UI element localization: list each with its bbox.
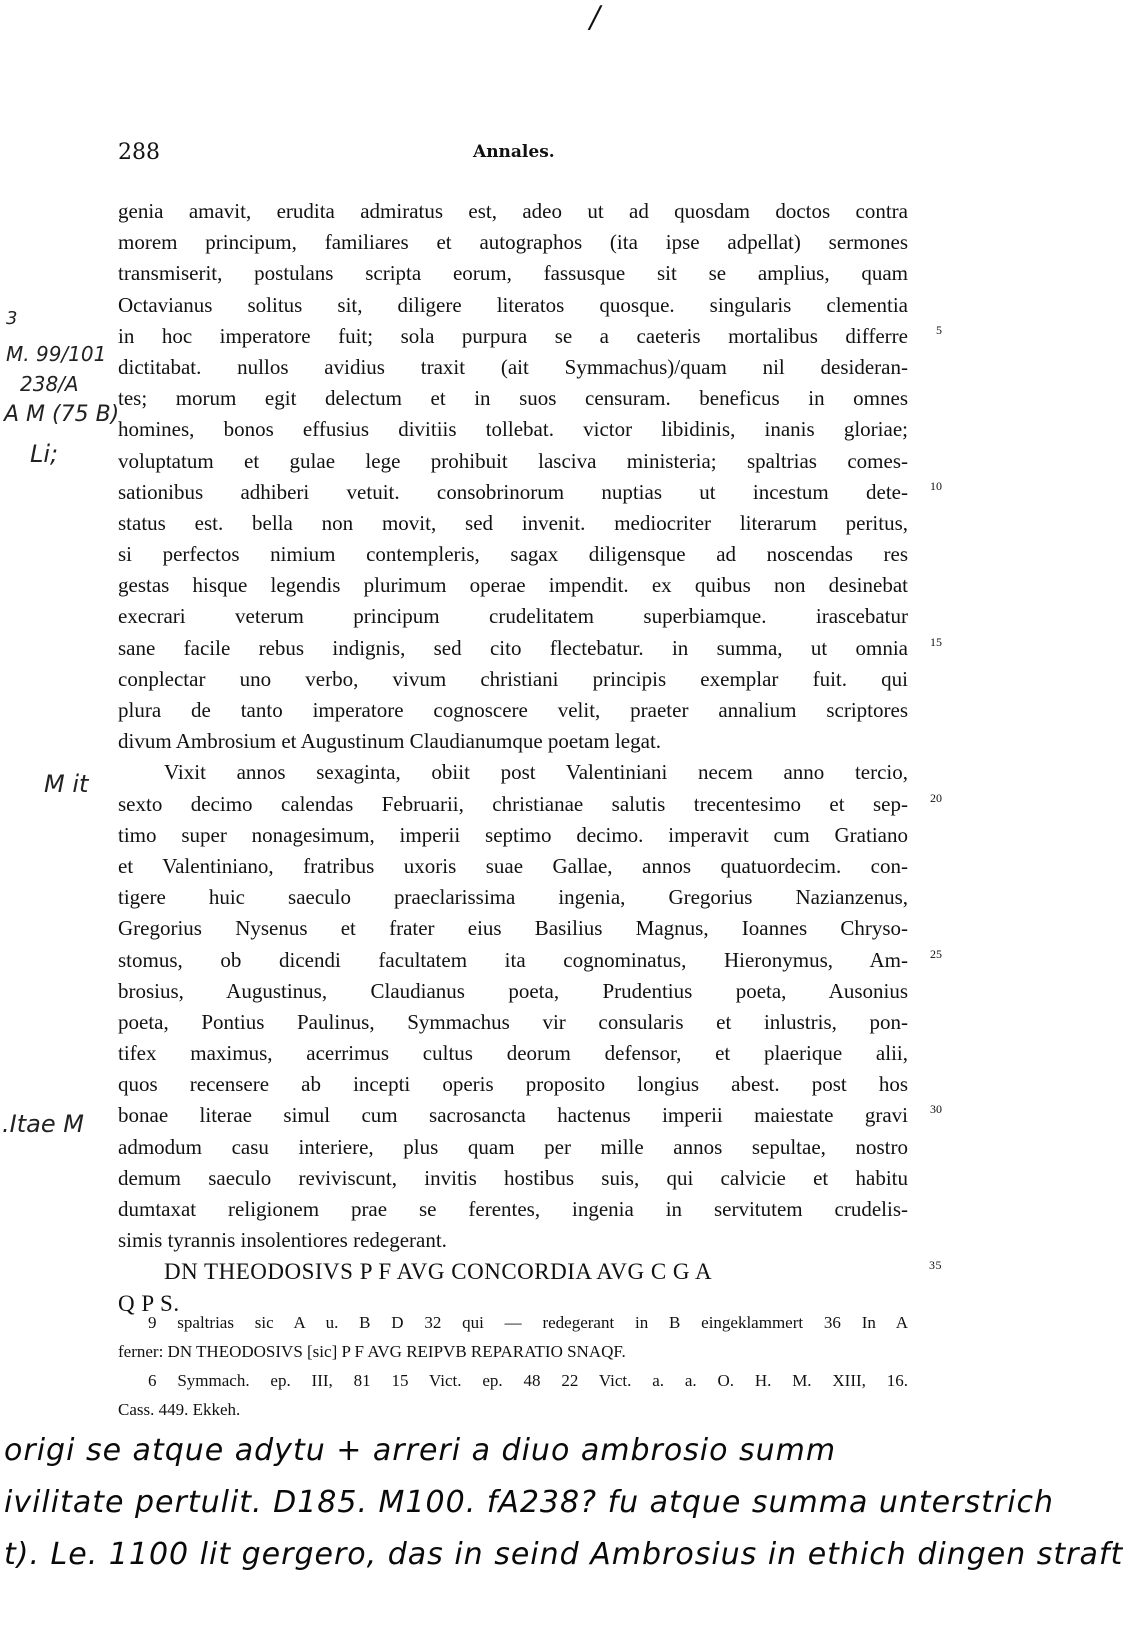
text-line-content: sationibus adhiberi vetuit. consobrinorum nuptias ut incestum dete- (118, 479, 908, 504)
text-line (118, 383, 908, 414)
text-line (118, 789, 942, 820)
running-head: Annales. (473, 142, 555, 162)
text-line (118, 726, 908, 757)
text-line-content: tes; morum egit delectum et in suos censuram. beneficus in omnes (118, 386, 908, 411)
text-line-content: et Valentiniano, fratribus uxoris suae Gallae, annos quatuordecim. con- (118, 853, 908, 878)
text-line-content: tifex maximus, acerrimus cultus deorum defensor, et plaerique alii, (118, 1041, 908, 1066)
line-number: 30 (930, 1102, 942, 1117)
handwritten-line: ivilitate pertulit. D185. M100. fA238? fu atque summa unterstrich (4, 1485, 1055, 1520)
text-line-content: in hoc imperatore fuit; sola purpura se a caeteris mortalibus differre (118, 323, 908, 348)
text-line (118, 757, 908, 788)
margin-note-am: A M (75 B) (4, 402, 120, 427)
text-line-content: stomus, ob dicendi facultatem ita cognominatus, Hieronymus, Am- (118, 947, 908, 972)
text-line-content: morem principum, familiares et autographos (ita ipse adpellat) sermones (118, 230, 908, 255)
text-line-content: brosius, Augustinus, Claudianus poeta, Prudentius poeta, Ausonius (118, 978, 908, 1003)
text-line-content: Gregorius Nysenus et frater eius Basilius Magnus, Ioannes Chryso- (118, 916, 908, 941)
margin-note-itaem: .Itae M (2, 1110, 84, 1138)
line-number: 35 (929, 1258, 942, 1273)
text-line (118, 446, 908, 477)
text-line (118, 1163, 908, 1194)
text-line-content: transmiserit, postulans scripta eorum, fassusque sit se amplius, quam (118, 261, 908, 286)
text-line (118, 1069, 908, 1100)
text-line-content: simis tyrannis insolentiores redegerant. (118, 1228, 447, 1253)
text-line (118, 945, 942, 976)
text-line (118, 664, 908, 695)
top-pen-mark: / (590, 0, 601, 35)
text-line-content: quos recensere ab incepti operis proposito longius abest. post hos (118, 1072, 908, 1097)
text-line (118, 976, 908, 1007)
text-line (118, 1132, 908, 1163)
text-line-content: admodum casu interiere, plus quam per mille annos sepultae, nostro (118, 1134, 908, 1159)
margin-note-a: 238/A (20, 372, 79, 396)
text-line (118, 1038, 908, 1069)
text-line-content: tigere huic saeculo praeclarissima ingenia, Gregorius Nazianzenus, (118, 885, 908, 910)
text-line (118, 1007, 908, 1038)
text-line-content: dumtaxat religionem prae se ferentes, ingenia in servitutem crudelis- (118, 1197, 908, 1221)
page-number: 288 (118, 140, 160, 165)
text-line-content: demum saeculo reviviscunt, invitis hostibus suis, qui calvicie et habitu (118, 1165, 908, 1190)
line-number: 25 (930, 946, 942, 961)
margin-note-li: Li; (30, 440, 59, 468)
text-line (118, 258, 908, 289)
text-line-content: genia amavit, erudita admiratus est, adeo ut ad quosdam doctos contra (118, 199, 908, 223)
text-line-content: status est. bella non movit, sed invenit. mediocriter literarum peritus, (118, 510, 908, 535)
text-line-content: bonae literae simul cum sacrosancta hactenus imperii maiestate gravi (118, 1103, 908, 1128)
text-line (118, 1100, 942, 1131)
text-line-content: plura de tanto imperatore cognoscere velit, praeter annalium scriptores (118, 698, 908, 722)
text-line (118, 913, 908, 944)
line-number: 10 (930, 478, 942, 493)
text-line (118, 508, 908, 539)
text-line (118, 633, 942, 664)
margin-note-3: 3 (6, 308, 18, 329)
text-line-content: divum Ambrosium et Augustinum Claudianumque poetam legat. (118, 729, 662, 754)
text-line-content: DN THEODOSIVS P F AVG CONCORDIA AVG C G A (164, 1259, 713, 1285)
text-line-content: Octavianus solitus sit, diligere literatos quosque. singularis clementia (118, 292, 908, 317)
text-line-content: Q P S. (118, 1290, 180, 1316)
text-line-content: Vixit annos sexaginta, obiit post Valentiniani necem anno tercio, (164, 760, 908, 785)
text-line (118, 695, 908, 726)
text-line (118, 477, 942, 508)
apparatus-line: ferner: DN THEODOSIVS [sic] P F AVG REIPVB REPARATIO SNAQF. (118, 1342, 626, 1361)
text-line (118, 539, 908, 570)
margin-note-m: M. 99/101 (6, 342, 107, 366)
text-line (118, 1225, 908, 1256)
text-line (118, 851, 908, 882)
text-line (118, 227, 908, 258)
text-line (118, 570, 908, 601)
text-line-content: gestas hisque legendis plurimum operae impendit. ex quibus non desinebat (118, 573, 908, 598)
text-line (118, 820, 908, 851)
text-line-content: si perfectos nimium contempleris, sagax diligensque ad noscendas res (118, 542, 908, 567)
text-line-content: homines, bonos effusius divitiis tollebat. victor libidinis, inanis gloriae; (118, 417, 908, 442)
text-line (118, 1194, 908, 1225)
text-line (118, 352, 908, 383)
text-line-content: timo super nonagesimum, imperii septimo decimo. imperavit cum Gratiano (118, 822, 908, 847)
text-line (118, 196, 908, 227)
text-line-content: dictitabat. nullos avidius traxit (ait Symmachus)/quam nil desideran- (118, 354, 908, 379)
text-line (118, 1256, 942, 1287)
text-line-content: sane facile rebus indignis, sed cito flectebatur. in summa, ut omnia (118, 635, 908, 660)
main-text-block (118, 196, 942, 1319)
critical-apparatus (118, 1308, 908, 1424)
line-number: 20 (930, 790, 942, 805)
text-line-content: sexto decimo calendas Februarii, christianae salutis trecentesimo et sep- (118, 791, 908, 816)
margin-note-mit: M it (44, 770, 89, 798)
text-line-content: execrari veterum principum crudelitatem superbiamque. irascebatur (118, 604, 908, 629)
page-header (118, 140, 908, 170)
text-line-content: conplectar uno verbo, vivum christiani principis exemplar fuit. qui (118, 666, 908, 691)
text-line-content: voluptatum et gulae lege prohibuit lasciva ministeria; spaltrias comes- (118, 448, 908, 473)
text-line-content: poeta, Pontius Paulinus, Symmachus vir consularis et inlustris, pon- (118, 1009, 908, 1034)
text-line (118, 414, 908, 445)
handwritten-line (0, 1581, 1000, 1633)
handwritten-line: t). Le. 1100 lit gergero, das in seind Ambrosius in ethich dingen straft (4, 1537, 1123, 1572)
text-line (118, 290, 908, 321)
apparatus-line: 9 spaltrias sic A u. B D 32 qui — redegerant in B eingeklammert 36 In A (148, 1313, 908, 1332)
text-line (118, 321, 942, 352)
text-line (118, 601, 908, 632)
handwritten-line: origi se atque adytu + arreri a diuo ambrosio summ (4, 1433, 837, 1468)
apparatus-line: 6 Symmach. ep. III, 81 15 Vict. ep. 48 22 Vict. a. a. O. H. M. XIII, 16. (148, 1371, 908, 1390)
handwritten-notes (0, 1425, 1123, 1633)
apparatus-line: Cass. 449. Ekkeh. (118, 1400, 241, 1419)
line-number: 5 (936, 322, 942, 337)
text-line (118, 882, 908, 913)
line-number: 15 (930, 634, 942, 649)
